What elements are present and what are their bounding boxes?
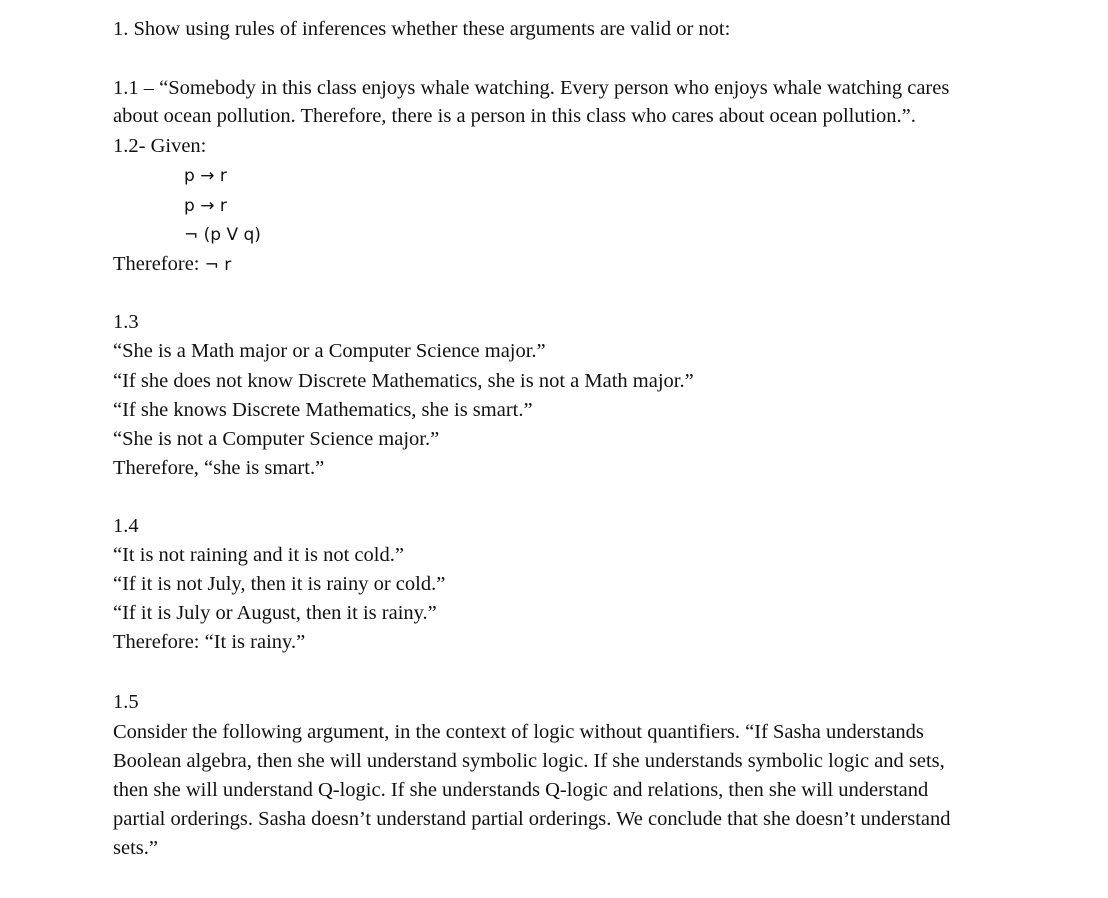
conclusion-line [113, 252, 231, 277]
q1-1-line: 1.1 – “Somebody in this class enjoys whale watching. Every person who enjoys whale watching cares [113, 77, 950, 99]
q1-3-label: 1.3 [113, 311, 139, 333]
q1-5-line: Consider the following argument, in the context of logic without quantifiers. “If Sasha understands [113, 721, 924, 743]
q1-5-label: 1.5 [113, 691, 139, 713]
conclusion-label: Therefore: [113, 253, 205, 275]
q1-4-line: “If it is not July, then it is rainy or cold.” [113, 573, 446, 595]
premise-formula: p → r [184, 166, 227, 186]
q1-3-line: Therefore, “she is smart.” [113, 457, 325, 479]
conclusion-formula: ¬ r [204, 255, 232, 275]
premise-formula: ¬ (p V q) [184, 225, 261, 245]
q1-5-line: partial orderings. Sasha doesn’t understand partial orderings. We conclude that she doesn’t understand [113, 808, 951, 830]
q1-5-line: then she will understand Q-logic. If she understands Q-logic and relations, then she will understand [113, 779, 929, 801]
premise-formula: p → r [184, 196, 227, 216]
q1-4-label: 1.4 [113, 515, 139, 537]
q1-4-line: Therefore: “It is rainy.” [113, 631, 306, 653]
q1-2-label: 1.2- Given: [113, 135, 207, 157]
q1-4-line: “If it is July or August, then it is rainy.” [113, 602, 437, 624]
q1-3-line: “She is a Math major or a Computer Science major.” [113, 340, 546, 362]
q1-3-line: “She is not a Computer Science major.” [113, 428, 440, 450]
q1-5-line: sets.” [113, 837, 158, 859]
q1-4-line: “It is not raining and it is not cold.” [113, 544, 404, 566]
q1-5-line: Boolean algebra, then she will understand symbolic logic. If she understands symbolic logic and sets, [113, 750, 945, 772]
q1-3-line: “If she knows Discrete Mathematics, she is smart.” [113, 399, 533, 421]
q1-3-line: “If she does not know Discrete Mathematics, she is not a Math major.” [113, 370, 694, 392]
question-heading: 1. Show using rules of inferences whether these arguments are valid or not: [113, 18, 731, 40]
q1-1-line: about ocean pollution. Therefore, there is a person in this class who cares about ocean pollution.”. [113, 105, 916, 127]
